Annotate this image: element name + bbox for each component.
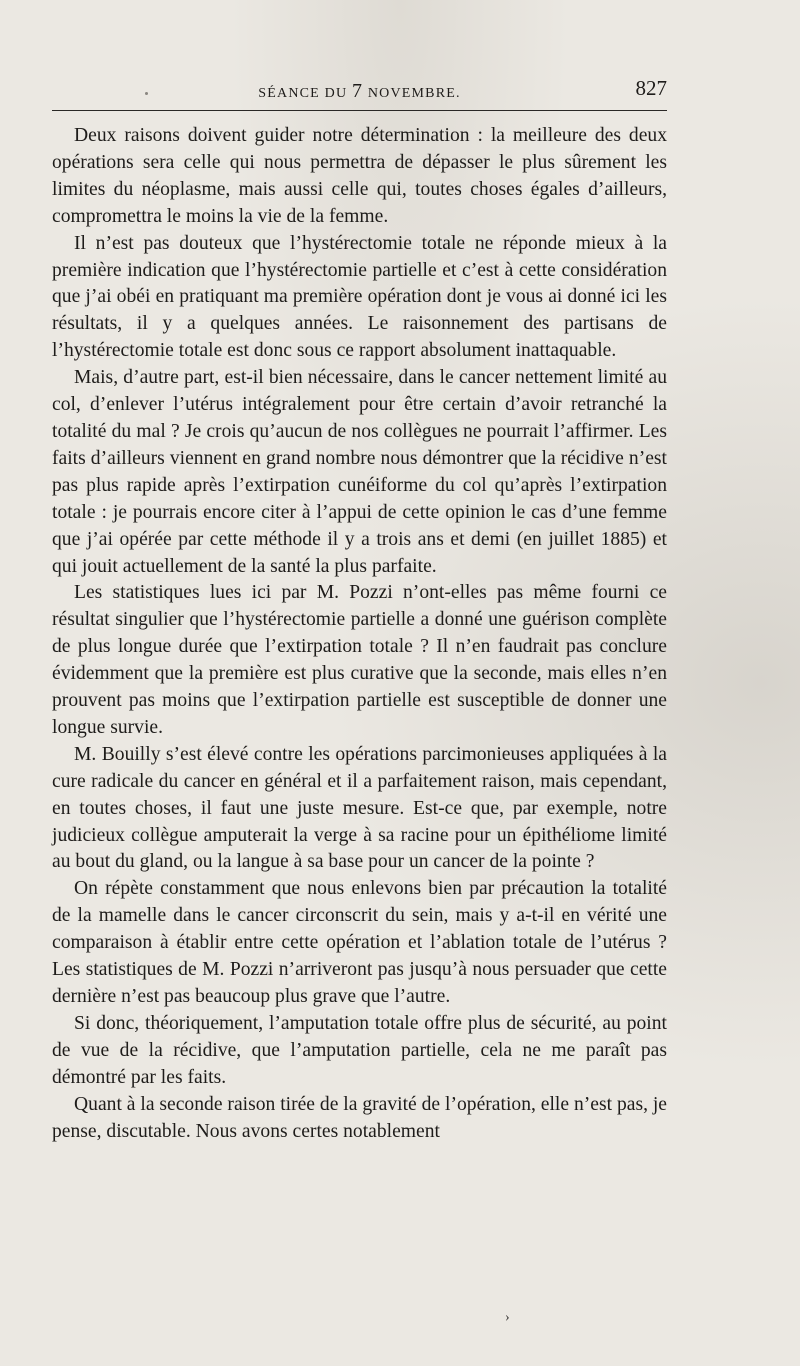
paragraph-2: Il n’est pas douteux que l’hystérectomie totale ne réponde mieux à la première indication que l’hystérectomie partielle et c’est à cette considération que j’ai obéi en pratiquant ma première opération dont je vous ai donné ici les résultats, il y a quelques années. Le raisonnement des partisans de l’hystérectomie totale est donc sous ce rapport absolument inattaquable. (52, 232, 667, 362)
paragraph-5: M. Bouilly s’est élevé contre les opérations parcimonieuses appliquées à la cure radicale du cancer en général et il a parfaitement raison, mais cependant, en toutes choses, il faut une juste mesure. Est-ce que, par exemple, notre judicieux collègue amputerait la verge à sa racine pour un épithéliome limité au bout du gland, ou la langue à sa base pour un cancer de la pointe ? (52, 743, 667, 873)
paragraph-3: Mais, d’autre part, est-il bien nécessaire, dans le cancer nettement limité au col, d’enlever l’utérus intégralement pour être certain d’avoir retranché la totalité du mal ? Je crois qu’aucun de nos collègues ne pourrait l’affirmer. Les faits d’ailleurs viennent en grand nombre nous démontrer que la récidive n’est pas plus rapide après l’extirpation cunéiforme du col qu’après l’extirpation totale : je pourrais encore citer à l’appui de cette opinion le cas d’une femme que j’ai opérée par cette méthode il y a trois ans et demi (en juillet 1885) et qui jouit actuellement de la santé la plus parfaite. (52, 367, 667, 577)
running-head-title-part2: NOVEMBRE. (363, 86, 461, 101)
paragraph-1: Deux raisons doivent guider notre détermination : la meilleure des deux opérations sera celle qui nous permettra de dépasser le plus sûrement les limites du néoplasme, mais aussi celle qui, toutes choses égales d’ailleurs, compromettra le moins la vie de la femme. (52, 125, 667, 227)
running-head-day-number: 7 (351, 80, 364, 102)
running-head-title (52, 80, 667, 103)
footer-mark: › (505, 1310, 510, 1325)
running-head (52, 76, 667, 102)
paragraph-8: Quant à la seconde raison tirée de la gravité de l’opération, elle n’est pas, je pense, discutable. Nous avons certes notablement (52, 1093, 668, 1142)
paragraph-7: Si donc, théoriquement, l’amputation totale offre plus de sécurité, au point de vue de la récidive, que l’amputation partielle, cela ne me paraît pas démontré par les faits. (52, 1012, 667, 1088)
paragraph-6: On répète constamment que nous enlevons bien par précaution la totalité de la mamelle dans le cancer circonscrit du sein, mais y a-t-il en vérité une comparaison à établir entre cette opération et l’ablation totale de l’utérus ? Les statistiques de M. Pozzi n’arriveront pas jusqu’à nous persuader que cette dernière n’est pas beaucoup plus grave que l’autre. (52, 878, 667, 1007)
body-text (52, 123, 667, 1145)
page-number: 827 (635, 76, 667, 100)
paragraph-4: Les statistiques lues ici par M. Pozzi n’ont-elles pas même fourni ce résultat singulier que l’hystérectomie partielle a donné une guérison complète de plus longue durée que l’extirpation totale ? Il n’en faudrait pas conclure évidemment que la première est plus curative que la seconde, mais elles n’en prouvent pas moins que l’extirpation partielle est susceptible de donner une longue survie. (52, 582, 667, 738)
running-head-title-part1: SÉANCE DU (258, 86, 352, 101)
header-rule (52, 110, 667, 111)
